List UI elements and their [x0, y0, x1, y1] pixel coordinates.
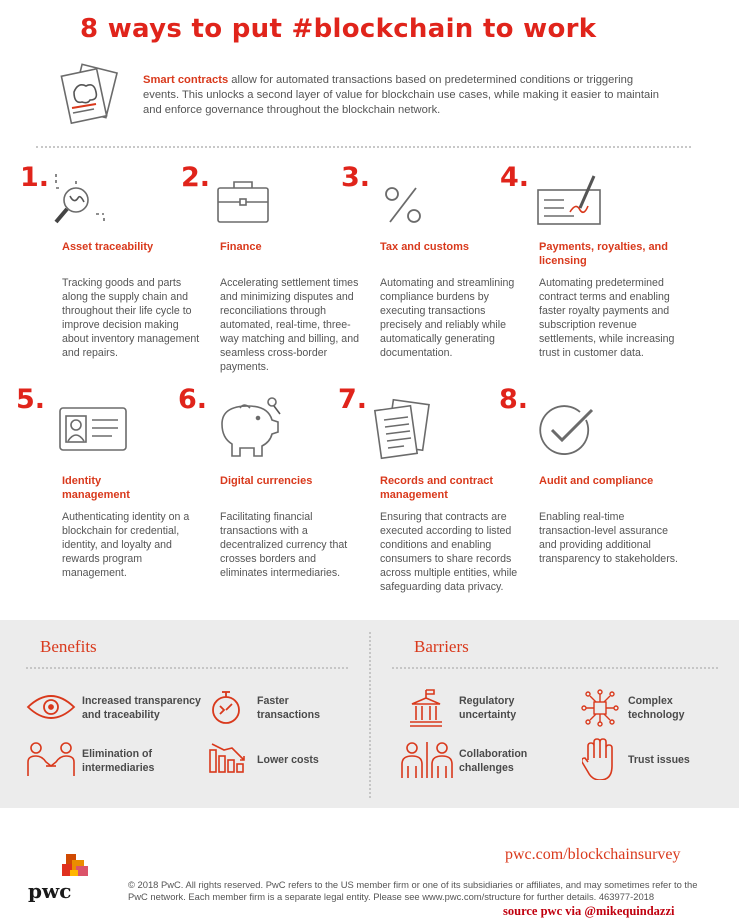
- item-desc-8: Enabling real-time transaction-level assurance and providing additional transparency to stakeholders.: [539, 511, 678, 565]
- item-number-1: 1.: [20, 162, 50, 193]
- item-desc-5: Authenticating identity on a blockchain for credential, identity, and loyalty and rewards program management.: [62, 511, 190, 579]
- item-title-7: Records and contract management: [380, 475, 494, 501]
- item-title-1: Asset traceability: [62, 241, 154, 253]
- briefcase-icon: [214, 178, 272, 226]
- copyright-text: © 2018 PwC. All rights reserved. PwC refers to the US member firm or one of its subsidiaries or affiliates, and may sometimes refer to the PwC network. Each member firm is a separate legal entity. Please see www.pwc.com/structure for further details. 463977-2018: [128, 879, 698, 902]
- benefits-title: Benefits: [40, 637, 97, 656]
- id-card-icon: [58, 404, 130, 454]
- intro-body: allow for automated transactions based on predetermined conditions or triggering events. This unlocks a second layer of value for blockchain use cases, while making it easier to maintain and enforce governance throughout the blockchain network.: [143, 74, 659, 116]
- barrier-label-1: Regulatory uncertainty: [459, 695, 517, 721]
- panel-divider: [369, 632, 371, 798]
- government-building-icon: [408, 688, 444, 728]
- documents-icon: [372, 398, 434, 462]
- item-number-8: 8.: [499, 384, 529, 415]
- item-desc-7: Ensuring that contracts are executed according to listed conditions and enabling consumers to share records across multiple entities, while safeguarding data privacy.: [380, 511, 518, 593]
- magnifier-icon: [46, 170, 112, 232]
- handshake-icon: [26, 740, 76, 778]
- item-desc-6: Facilitating financial transactions with a decentralized currency that crosses borders and eliminates intermediaries.: [220, 511, 348, 579]
- pwc-logo-text: pwc: [28, 879, 72, 903]
- benefits-rule: [26, 667, 348, 669]
- source-credit: source pwc via @mikequindazzi: [503, 904, 675, 918]
- item-number-4: 4.: [500, 162, 530, 193]
- benefit-label-4: Lower costs: [257, 754, 319, 766]
- item-number-3: 3.: [341, 162, 371, 193]
- divided-people-icon: [400, 740, 454, 780]
- item-title-2: Finance: [220, 241, 262, 253]
- item-desc-3: Automating and streamlining compliance burdens by executing transactions precisely and reliably while automatically generating documentation.: [380, 277, 515, 359]
- check-signing-icon: [534, 172, 606, 230]
- item-desc-2: Accelerating settlement times and minimizing disputes and reconciliations through automated, real-time, three-way matching and billing, and seamless cross-border payments.: [220, 277, 359, 373]
- section-divider: [36, 146, 691, 148]
- piggy-bank-icon: [212, 394, 292, 462]
- barrier-label-4: Trust issues: [628, 754, 690, 766]
- item-number-5: 5.: [16, 384, 46, 415]
- brain-document-icon: [56, 62, 122, 128]
- item-desc-4: Automating predetermined contract terms and enabling faster royalty payments and subscription revenue settlements, while increasing trust in customer data.: [539, 277, 675, 359]
- stopwatch-icon: [208, 688, 244, 726]
- item-desc-1: Tracking goods and parts along the supply chain and throughout their life cycle to improve decision making about inventory management and repairs.: [62, 277, 200, 359]
- barrier-label-3: Collaboration challenges: [459, 748, 528, 774]
- benefit-label-3: Elimination of intermediaries: [82, 748, 155, 774]
- barrier-label-2: Complex technology: [628, 695, 685, 721]
- intro-highlight: Smart contracts: [143, 74, 229, 86]
- item-title-5: Identity management: [62, 475, 130, 501]
- barriers-rule: [392, 667, 718, 669]
- declining-chart-icon: [208, 740, 248, 774]
- item-title-4: Payments, royalties, and licensing: [539, 241, 668, 267]
- page-title: 8 ways to put #blockchain to work: [80, 14, 597, 44]
- item-title-8: Audit and compliance: [539, 475, 654, 487]
- eye-icon: [26, 690, 76, 724]
- barriers-title: Barriers: [414, 637, 469, 656]
- item-title-6: Digital currencies: [220, 475, 313, 487]
- item-number-6: 6.: [178, 384, 208, 415]
- benefit-label-2: Faster transactions: [257, 695, 320, 721]
- checkmark-circle-icon: [538, 402, 600, 458]
- item-number-2: 2.: [181, 162, 211, 193]
- benefit-label-1: Increased transparency and traceability: [82, 695, 201, 721]
- item-number-7: 7.: [338, 384, 368, 415]
- percent-icon: [380, 182, 426, 228]
- circuit-chip-icon: [580, 688, 620, 728]
- survey-link[interactable]: pwc.com/blockchainsurvey: [505, 846, 681, 863]
- item-title-3: Tax and customs: [380, 241, 470, 253]
- stop-hand-icon: [582, 736, 616, 780]
- intro-text: [143, 73, 668, 118]
